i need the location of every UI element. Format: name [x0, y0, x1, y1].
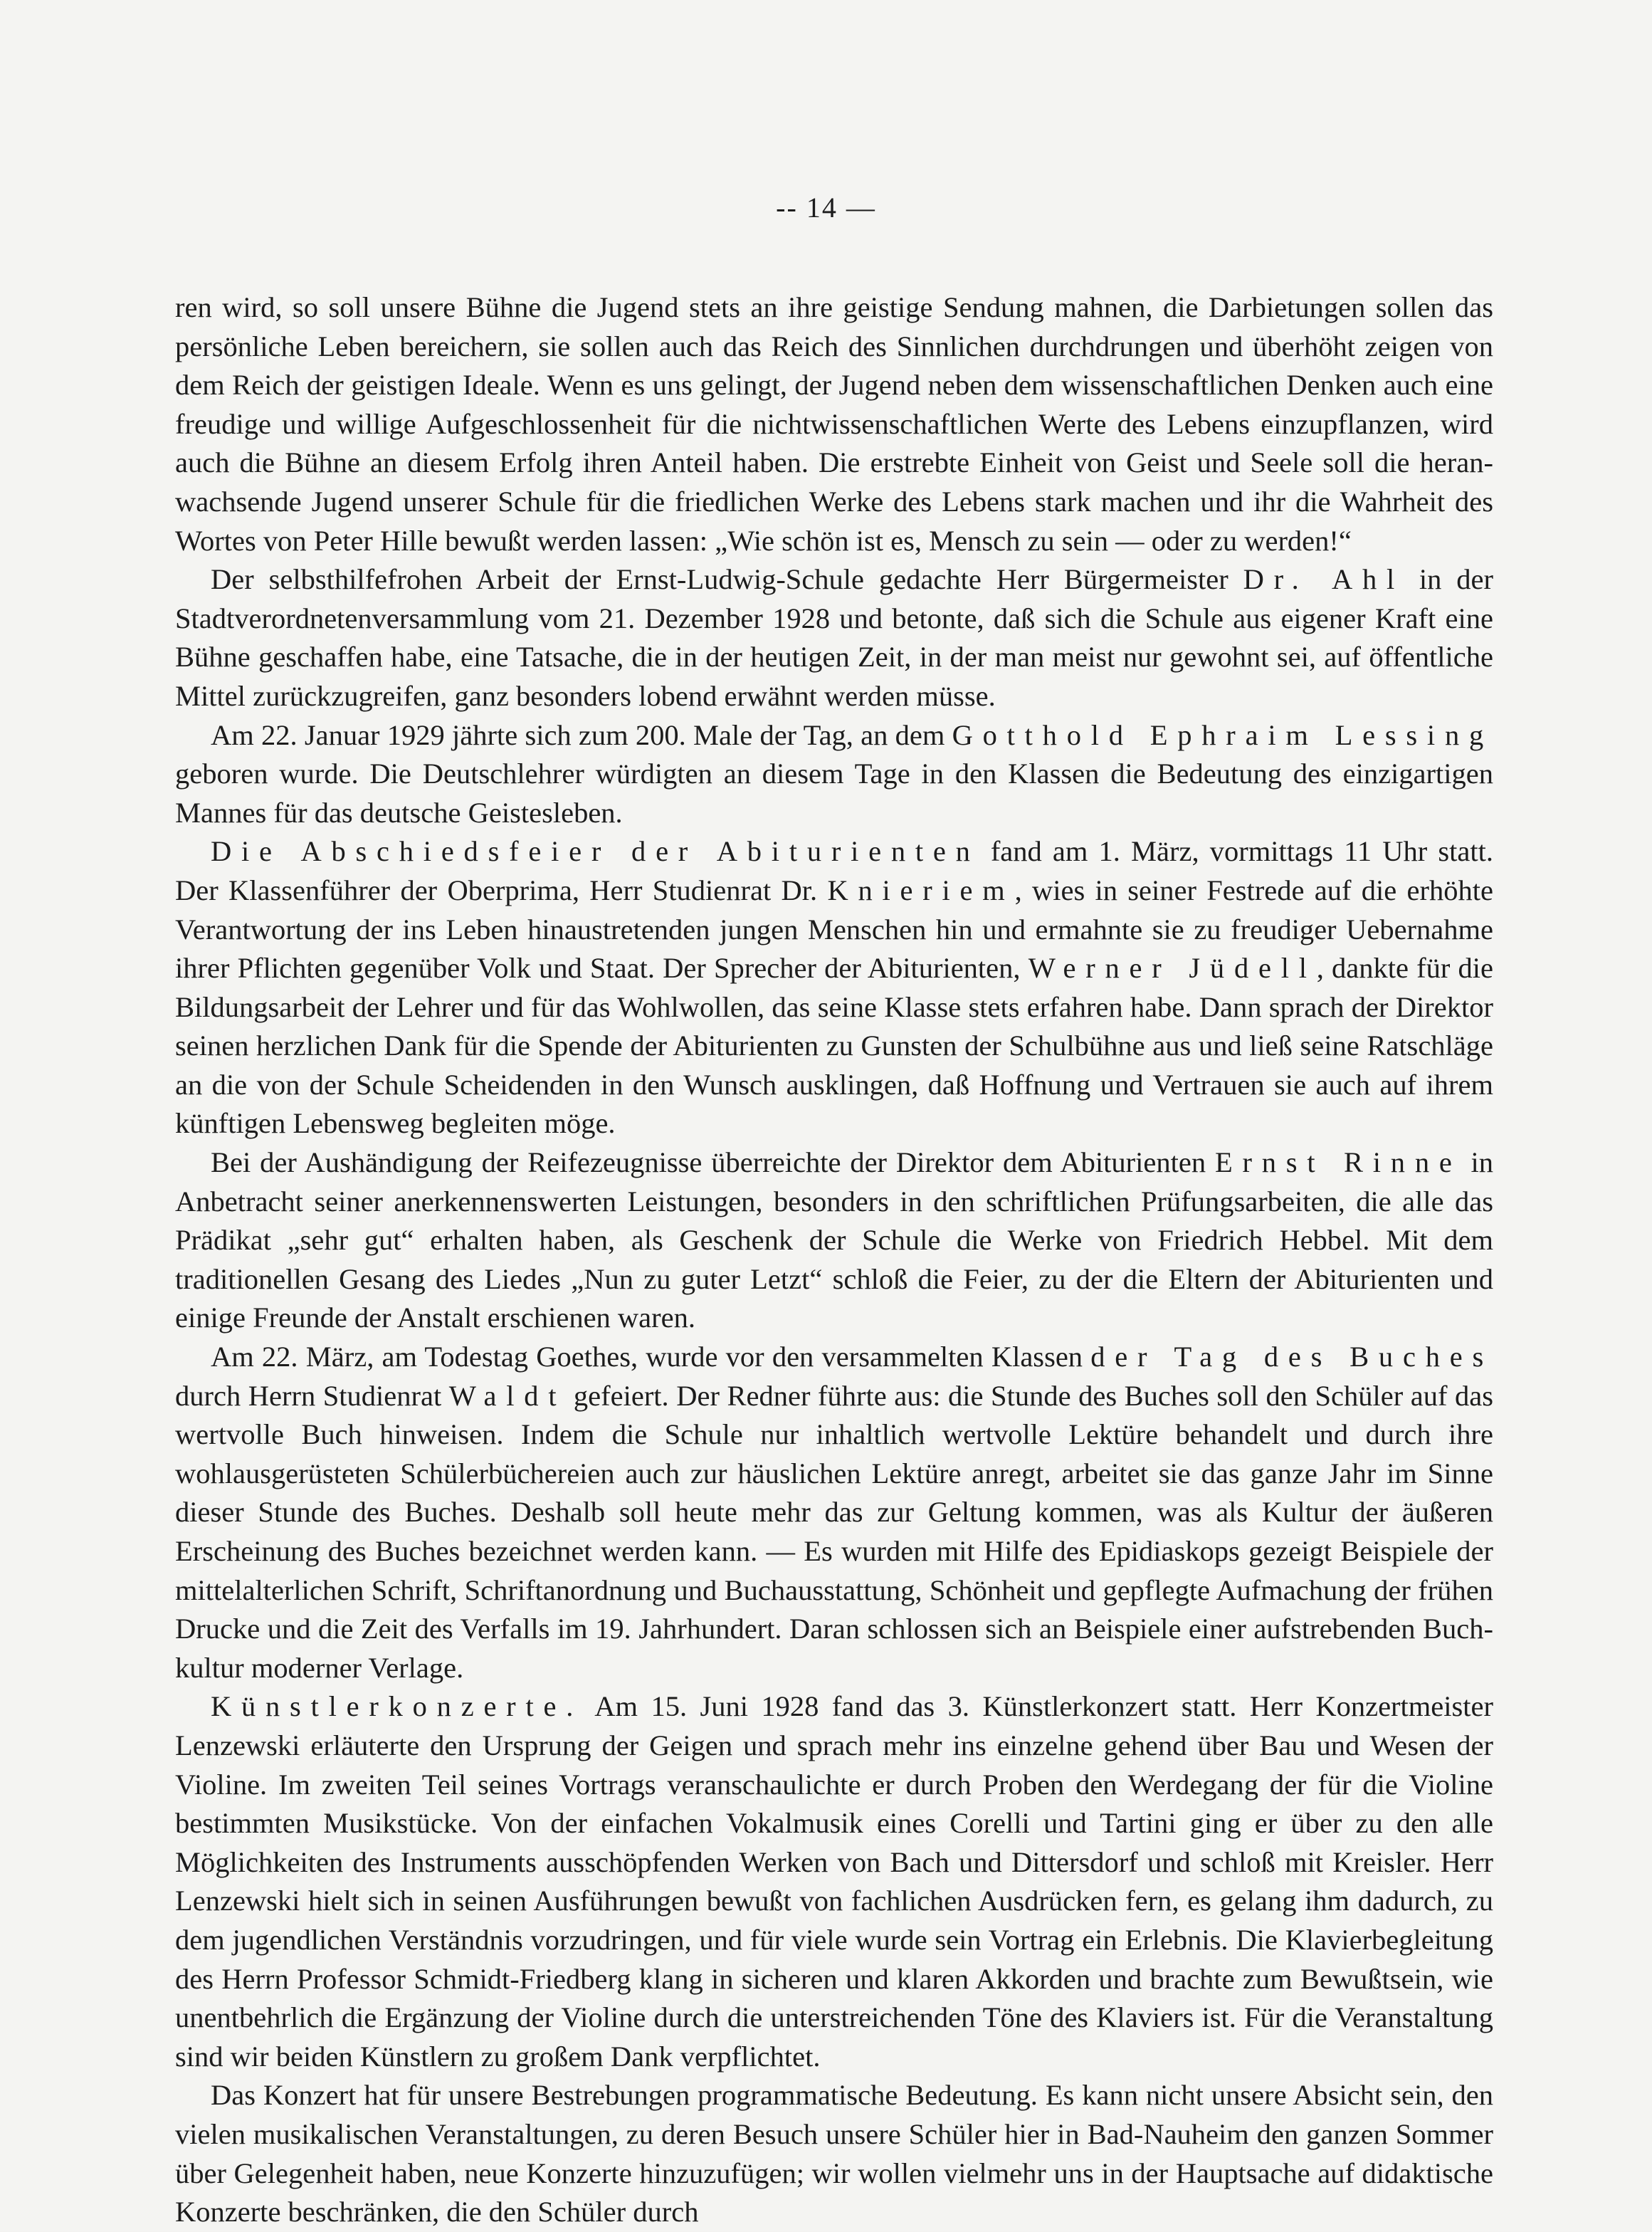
paragraph [175, 832, 1493, 1143]
spaced-emphasis: Dr. Ahl [1243, 563, 1405, 596]
text-run: Am 15. Juni 1928 fand das 3. Künstlerkonzert statt. Herr Konzertmeister Lenzewski erläuterte den Ursprung der Geigen und sprach mehr ins einzelne gehend über Bau und Wesen der Violine. Im zweiten Teil seines Vortrags veranschaulichte er durch Proben den Werdegang der für die Violine bestimmten Musikstücke. Von der einfachen Vokalmusik eines Corelli und Tartini ging er über zu den alle Möglichkeiten des Instruments ausschöpfenden Werken von Bach und Dittersdorf und schloß mit Kreisler. Herr Lenzewski hielt sich in seinen Ausführungen bewußt von fachlichen Ausdrücken fern, es gelang ihm dadurch, zu dem jugendlichen Verständnis vorzudringen, und für viele wurde sein Vortrag ein Erlebnis. Die Klavierbegleitung des Herrn Professor Schmidt-Friedberg klang in sicheren und klaren Akkorden und brachte zum Bewußtsein, wie unentbehrlich die Ergänzung der Violine durch die unterstreichenden Töne des Klaviers ist. Für die Veranstaltung sind wir beiden Künstlern zu großem Dank verpflichtet. [175, 1690, 1493, 2073]
text-run: Der selbsthilfefrohen Arbeit der Ernst-Ludwig-Schule gedachte Herr Bürgermeister [211, 563, 1243, 596]
text-run: Am 22. Januar 1929 jährte sich zum 200. Male der Tag, an dem [211, 718, 952, 751]
text-run: Das Konzert hat für unsere Bestrebungen programmatische Bedeutung. Es kann nicht unsere Absicht sein, den vielen musikalischen Veranstaltungen, zu deren Besuch unsere Schüler hier in Bad-Nauheim den ganzen Sommer über Gelegenheit haben, neue Konzerte hinzuzufügen; wir wollen vielmehr uns in der Hauptsache auf didaktische Konzerte beschränken, die den Schüler durch [175, 2079, 1493, 2228]
spaced-emphasis: Künstlerkonzerte. [211, 1690, 584, 1723]
text-run: in Anbetracht seiner anerkennenswerten Leistungen, besonders in den schriftlichen Prüfungsarbeiten, die alle das Prädikat „sehr gut“ erhalten haben, als Geschenk der Schule die Werke von Friedrich Hebbel. Mit dem traditionellen Gesang des Liedes „Nun zu guter Letzt“ schloß die Feier, zu der die Eltern der Abiturienten und einige Freunde der Anstalt erschienen waren. [175, 1146, 1493, 1334]
spaced-emphasis: Gotthold Ephraim Lessing [952, 718, 1493, 751]
text-run: gefeiert. Der Redner führte aus: die Stunde des Buches soll den Schüler auf das wertvolle Buch hinweisen. Indem die Schule nur inhaltlich wertvolle Lektüre behandelt und durch ihre wohlausgerüsteten Schülerbüchereien auch zur häuslichen Lektüre anregt, arbeitet sie das ganze Jahr im Sinne dieser Stunde des Buches. Deshalb soll heute mehr das zur Geltung kommen, was als Kultur der äußeren Erscheinung des Buches bezeichnet werden kann. — Es wurden mit Hilfe des Epidiaskops gezeigt Beispiele der mittelalterlichen Schrift, Schriftanordnung und Buchausstattung, Schönheit und gepflegte Aufmachung der frühen Drucke und die Zeit des Verfalls im 19. Jahrhundert. Daran schlossen sich an Beispiele einer aufstrebenden Buchkultur moderner Verlage. [175, 1379, 1493, 1684]
text-run: , dankte für die Bildungsarbeit der Lehrer und für das Wohlwollen, das seine Klasse stets erfahren habe. Dann sprach der Direktor seinen herzlichen Dank für die Spende der Abiturienten zu Gunsten der Schulbühne aus und ließ seine Ratschläge an die von der Schule Scheidenden in den Wunsch ausklingen, daß Hoffnung und Vertrauen sie auch auf ihrem künftigen Lebensweg begleiten möge. [175, 952, 1494, 1140]
text-run: ren wird, so soll unsere Bühne die Jugend stets an ihre geistige Sendung mahnen, die Darbietungen sollen das persönliche Leben bereichern, sie sollen auch das Reich des Sinnlichen durchdrungen und überhöht zeigen von dem Reich der geistigen Ideale. Wenn es uns gelingt, der Jugend neben dem wissenschaftlichen Denken auch eine freudige und willige Aufgeschlossenheit für die nichtwissenschaftlichen Werte des Lebens einzupflanzen, wird auch die Bühne an diesem Erfolg ihren Anteil haben. Die erstrebte Einheit von Geist und Seele soll die heranwachsende Jugend unserer Schule für die friedlichen Werke des Lebens stark machen und ihr die Wahrheit des Wortes von Peter Hille bewußt werden lassen: „Wie schön ist es, Mensch zu sein — oder zu werden!“ [175, 291, 1493, 557]
body-text [175, 288, 1493, 2232]
text-run: fand am 1. März, vormittags 11 Uhr statt. Der Klassenführer der Oberprima, Herr Studienrat Dr. [175, 835, 1494, 906]
text-run: Bei der Aushändigung der Reifezeugnisse überreichte der Direktor dem Abiturienten [211, 1146, 1215, 1179]
paragraph [175, 1143, 1493, 1338]
text-run: Am 22. März, am Todestag Goethes, wurde vor den versammelten Klassen [211, 1341, 1091, 1373]
text-run: geboren wurde. Die Deutschlehrer würdigten an diesem Tage in den Klassen die Bedeutung des einzigartigen Mannes für das deutsche Geistesleben. [175, 758, 1493, 829]
spaced-emphasis: Werner Jüdell [1028, 952, 1317, 985]
paragraph [175, 1338, 1493, 1687]
paragraph [175, 2076, 1493, 2231]
spaced-emphasis: Waldt [448, 1379, 567, 1412]
text-run: , wies in seiner Festrede auf die erhöhte Verantwortung der ins Leben hinaustretenden jungen Menschen hin und ermahnte sie zu freudiger Uebernahme ihrer Pflichten gegenüber Volk und Staat. Der Sprecher der Abiturienten, [175, 874, 1493, 985]
paragraph [175, 288, 1493, 560]
text-run: durch Herrn Studienrat [175, 1379, 449, 1412]
spaced-emphasis: Ernst Rinne [1215, 1146, 1462, 1179]
spaced-emphasis: Knieriem [827, 874, 1015, 906]
spaced-emphasis: Die Abschiedsfeier der Abiturienten [211, 835, 980, 868]
page-number: -- 14 — [776, 192, 876, 224]
paragraph [175, 716, 1493, 833]
spaced-emphasis: der Tag des Buches [1090, 1341, 1493, 1373]
paragraph [175, 560, 1493, 716]
text-run: in der Stadtverordnetenversammlung vom 21. Dezember 1928 und betonte, daß sich die Schule aus eigener Kraft eine Bühne geschaffen habe, eine Tatsache, die in der heutigen Zeit, in der man meist nur gewohnt sei, auf öffentliche Mittel zurückzugreifen, ganz besonders lobend erwähnt werden müsse. [175, 563, 1494, 712]
paragraph [175, 1687, 1493, 2076]
